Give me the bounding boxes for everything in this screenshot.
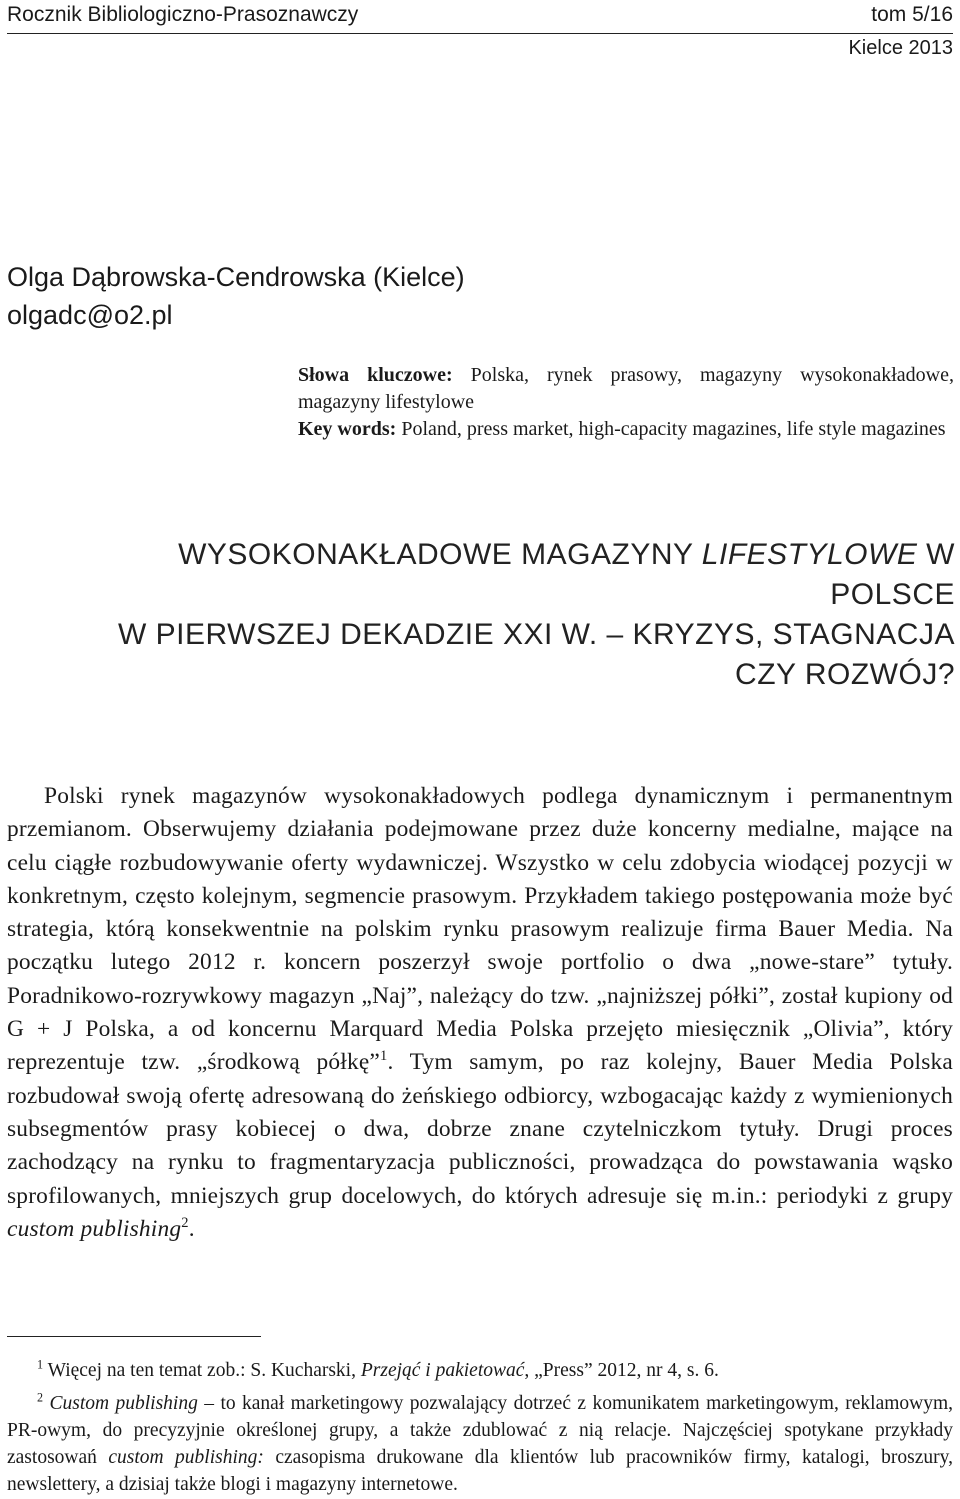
footnote-2-italic: custom publishing:: [108, 1447, 264, 1468]
footnote-ref-2[interactable]: 2: [181, 1215, 189, 1232]
footnote-2: [7, 1390, 953, 1498]
footnote-1-text: Więcej na ten temat zob.: S. Kucharski,: [43, 1360, 361, 1381]
header-rule: [7, 33, 953, 34]
footnote-2-number: 2: [37, 1390, 44, 1405]
keywords-english: [298, 416, 954, 443]
title-italic-word: LIFESTYLOWE: [701, 538, 918, 571]
title-line-2: W PIERWSZEJ DEKADZIE XXI W. – KRYZYS, STAGNACJA: [118, 618, 955, 651]
footnote-2-term: Custom publishing: [43, 1393, 198, 1414]
keywords-block: [298, 362, 954, 443]
keywords-english-label: Key words:: [298, 418, 397, 440]
footnote-2-text: – to kanał marketingowy pozwalający dotrzeć z komunikatem marketingowym, reklamowym, PR-owym, do precyzyjnie określonej grupy, a także zdublować z nią relacje. Najczęściej spotykane przykłady zastosowań: [7, 1393, 954, 1468]
body-italic-term: custom publishing: [7, 1215, 182, 1242]
running-header: [7, 1, 953, 31]
body-text-end: .: [188, 1215, 195, 1242]
body-text-part-2: . Tym samym, po raz kolejny, Bauer Media Polska rozbudował swoją ofertę adresowaną do żeńskiego odbiorcy, wzbogacając każdy z wymienionych subsegmentów prasy kobiecej o dwa, dobrze znane czytelniczkom tytuły. Drugi proces zachodzący na rynku to fragmentaryzacja publiczności, prowadząca do powstawania wąsko sprofilowanych, mniejszych grup docelowych, do których adresuje się m.in.: periodyki z grupy: [7, 1049, 953, 1209]
keywords-english-text: Poland, press market, high-capacity magazines, life style magazines: [396, 418, 946, 440]
title-part: WYSOKONAKŁADOWE MAGAZYNY: [178, 538, 702, 571]
body-text-part-1: Polski rynek magazynów wysokonakładowych podlega dynamicznym i permanentnym przemianom. Obserwujemy działania podejmowane przez duże koncerny medialne, mające na celu ciągłe rozbudowywanie oferty wydawniczej. Wszystko w celu zdobycia wiodącej pozycji w konkretnym, często kolejnym, segmencie prasowym. Przykładem takiego postępowania może być strategia, którą konsekwentnie na polskim rynku prasowym realizuje firma Bauer Media. Na początku lutego 2012 r. koncern poszerzył swoje portfolio o dwa „nowe-stare” tytuły. Poradnikowo-rozrywkowy magazyn „Naj”, należący do tzw. „najniższej półki”, został kupiony od G + J Polska, a od koncernu Marquard Media Polska przejęto miesięcznik „Olivia”, który reprezentuje tzw. „środkową półkę”: [7, 783, 953, 1076]
footnote-1: [7, 1357, 953, 1384]
footnote-rule: [7, 1336, 261, 1337]
footnotes: [7, 1357, 953, 1498]
title-part: W POLSCE: [830, 538, 955, 611]
footnote-1-number: 1: [37, 1357, 44, 1372]
volume-number: tom 5/16: [871, 3, 953, 26]
footnote-ref-1[interactable]: 1: [380, 1048, 388, 1065]
footnote-1-italic: Przejąć i pakietować: [360, 1360, 525, 1381]
footnote-2-text-end: czasopisma drukowane dla klientów lub pracowników firmy, katalogi, broszury, newslettery, a dzisiaj także blogi i magazyny internetowe.: [7, 1447, 953, 1495]
keywords-polish: [298, 362, 954, 416]
body-paragraph: [7, 780, 953, 1246]
footnote-1-source: , „Press” 2012, nr 4, s. 6.: [524, 1360, 719, 1381]
title-line-3: CZY ROZWÓJ?: [735, 658, 955, 691]
article-title: [100, 535, 955, 695]
keywords-polish-label: Słowa kluczowe:: [298, 364, 453, 386]
keywords-polish-text: Polska, rynek prasowy, magazyny wysokonakładowe, magazyny lifestylowe: [298, 364, 954, 413]
title-line-1: [100, 535, 955, 615]
journal-title: Rocznik Bibliologiczno-Prasoznawczy: [7, 3, 359, 26]
author-email: olgadc@o2.pl: [7, 300, 173, 330]
author-name: Olga Dąbrowska-Cendrowska (Kielce): [7, 262, 465, 292]
place-and-year: Kielce 2013: [848, 37, 953, 59]
